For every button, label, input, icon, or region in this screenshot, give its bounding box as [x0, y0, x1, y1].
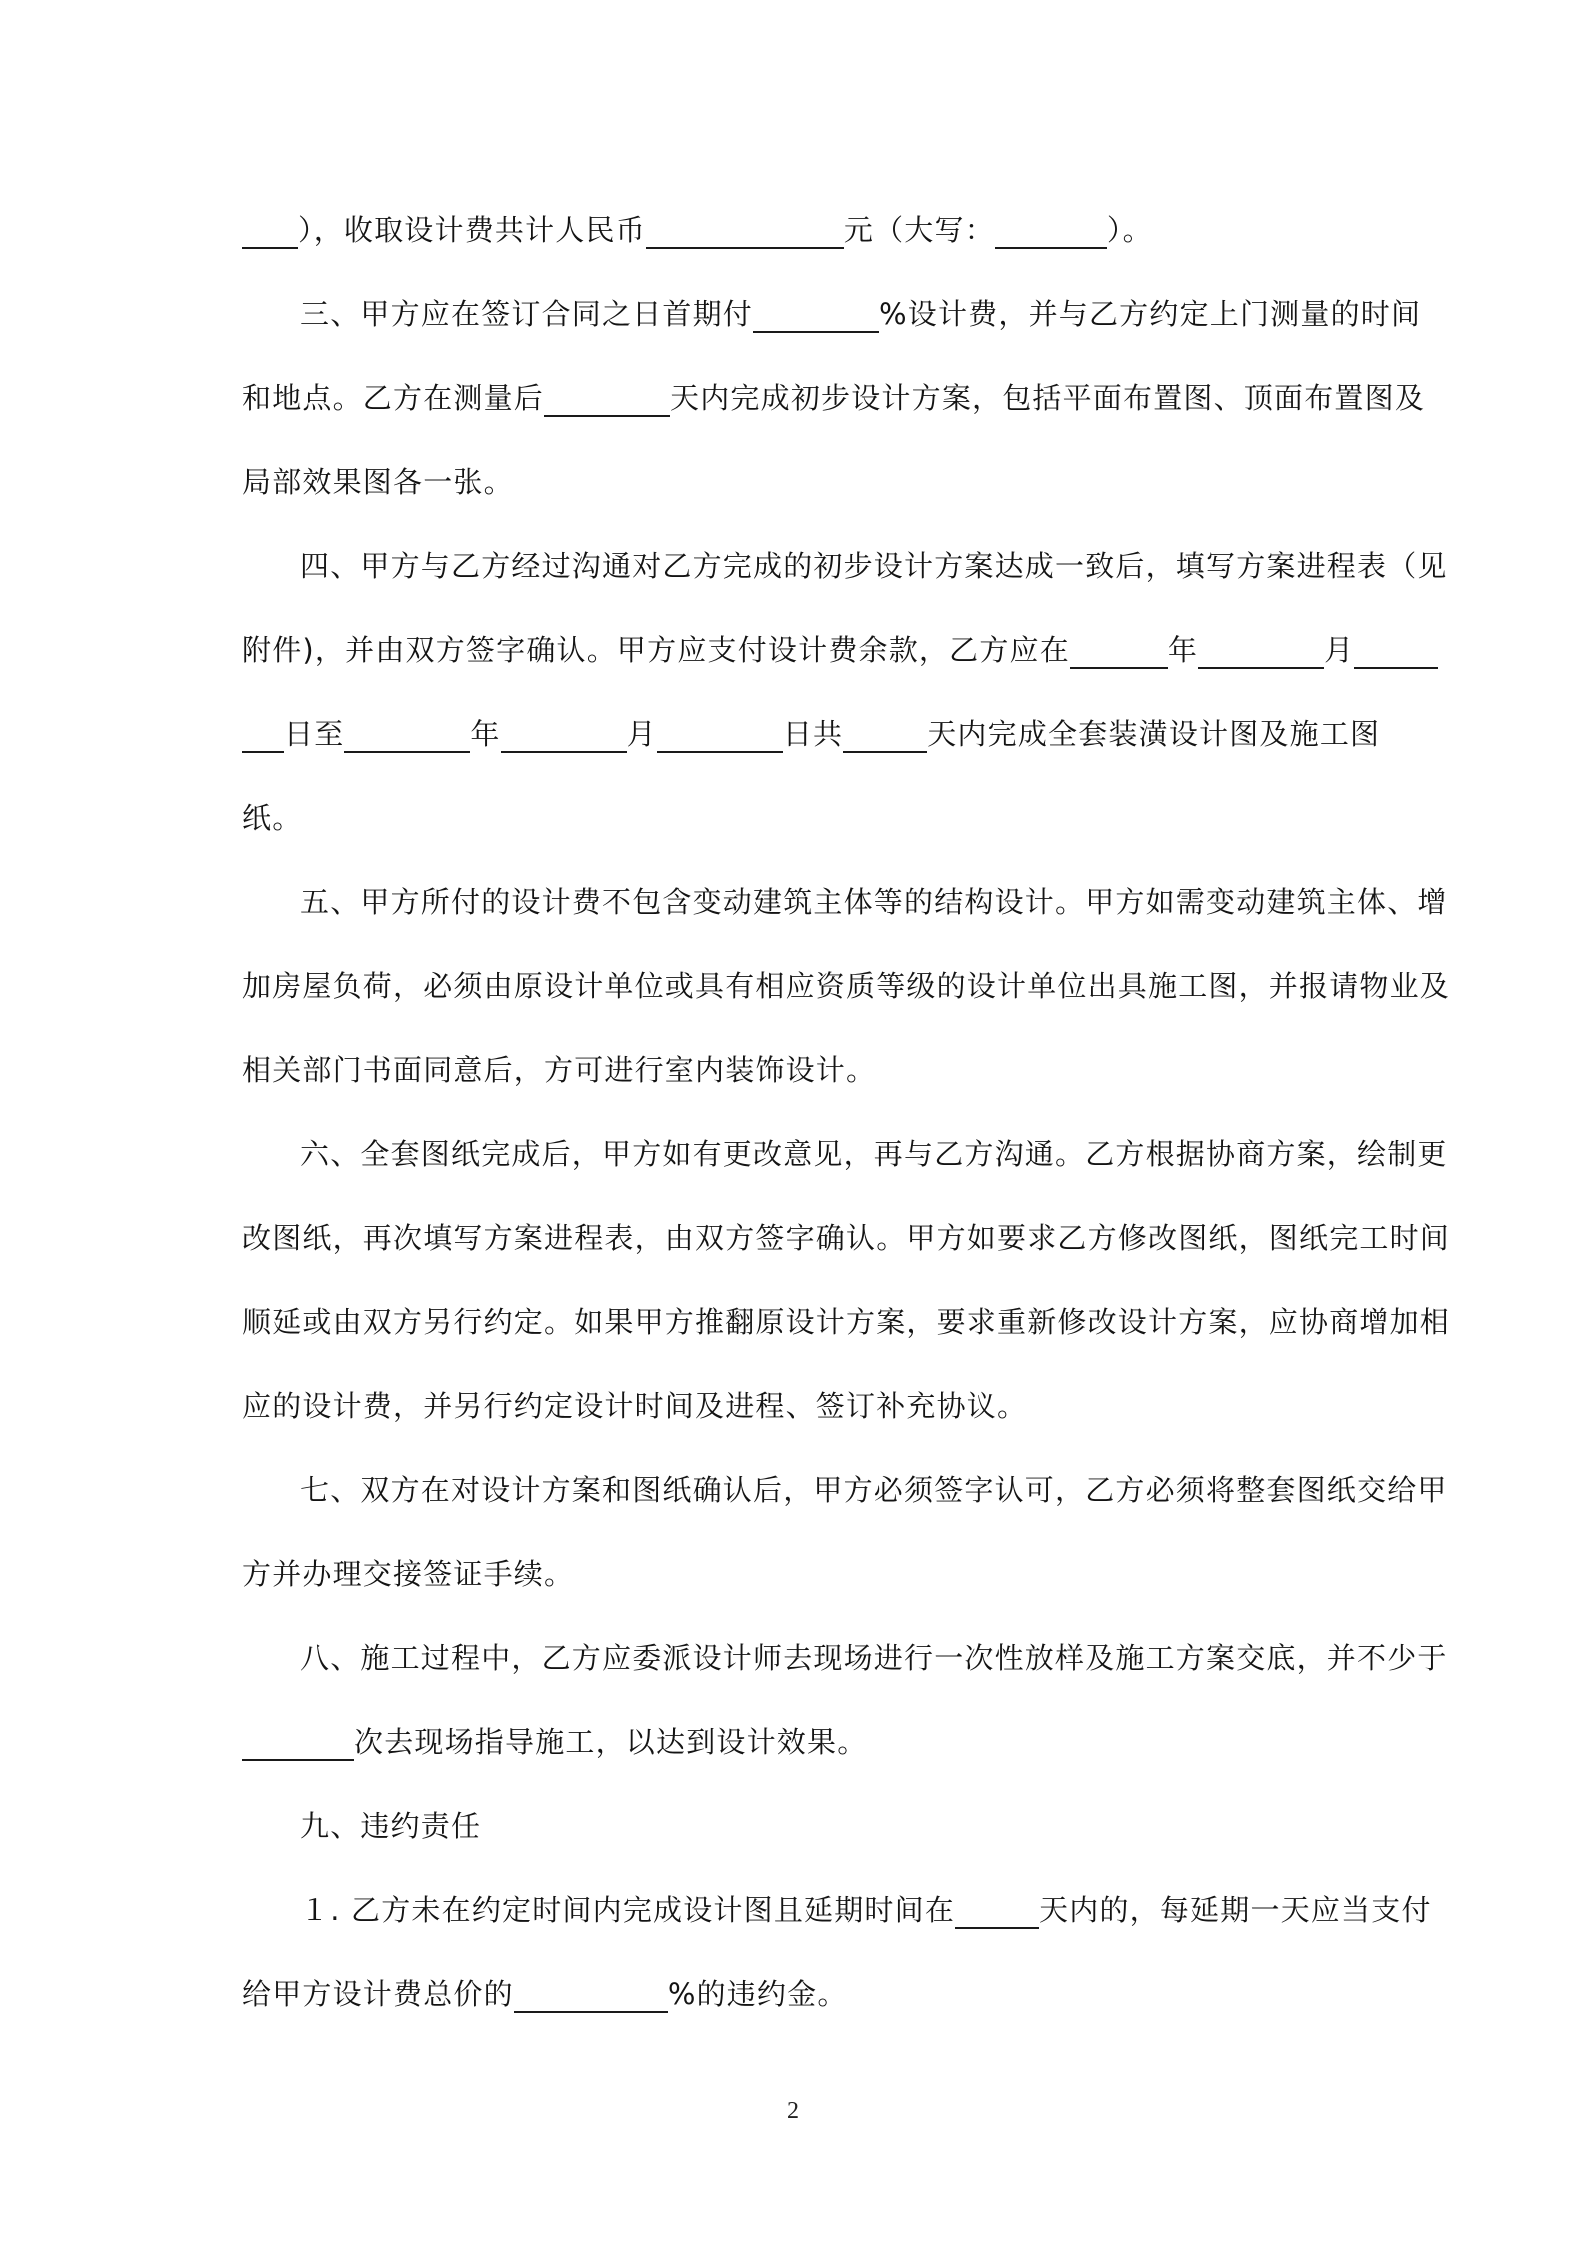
text-segment: 年	[470, 717, 501, 751]
text-segment: 日至	[284, 717, 345, 751]
text-segment: 四、甲方与乙方经过沟通对乙方完成的初步设计方案达成一致后，填写方案进程表（见	[300, 549, 1448, 583]
fill-in-blank[interactable]	[657, 703, 783, 753]
text-line	[300, 1465, 1448, 1515]
text-line	[242, 373, 1426, 423]
text-segment: 应的设计费，并另行约定设计时间及进程、签订补充协议。	[242, 1389, 1028, 1423]
text-segment: 给甲方设计费总价的	[242, 1977, 514, 2011]
text-segment: 六、全套图纸完成后，甲方如有更改意见，再与乙方沟通。乙方根据协商方案，绘制更	[300, 1137, 1448, 1171]
text-segment: 局部效果图各一张。	[242, 465, 514, 499]
text-segment: %设计费，并与乙方约定上门测量的时间	[879, 297, 1422, 331]
text-line	[242, 793, 1362, 843]
text-line	[242, 1969, 1362, 2019]
text-line	[300, 1885, 1432, 1935]
fill-in-blank[interactable]	[242, 1711, 354, 1761]
text-segment: 次去现场指导施工，以达到设计效果。	[354, 1725, 868, 1759]
text-segment: 九、违约责任	[300, 1809, 482, 1843]
fill-in-blank[interactable]	[242, 199, 298, 249]
text-line	[242, 1045, 1362, 1095]
text-line	[300, 289, 1422, 339]
text-segment: 顺延或由双方另行约定。如果甲方推翻原设计方案，要求重新修改设计方案，应协商增加相	[242, 1305, 1451, 1339]
fill-in-blank[interactable]	[501, 703, 627, 753]
text-segment: ），收取设计费共计人民币	[298, 213, 646, 247]
text-segment: 元（大写：	[843, 213, 995, 247]
text-line	[242, 1549, 1362, 1599]
text-segment: 月	[1324, 633, 1355, 667]
text-line	[300, 1129, 1448, 1179]
page-number: 2	[787, 2098, 799, 2124]
text-segment: %的违约金。	[667, 1977, 848, 2011]
text-line	[242, 1381, 1362, 1431]
fill-in-blank[interactable]	[1198, 619, 1324, 669]
text-line	[242, 625, 1362, 675]
text-segment: 天内的，每延期一天应当支付	[1039, 1893, 1432, 1927]
text-segment: 相关部门书面同意后，方可进行室内装饰设计。	[242, 1053, 877, 1087]
text-line	[242, 961, 1451, 1011]
text-segment: 加房屋负荷，必须由原设计单位或具有相应资质等级的设计单位出具施工图，并报请物业及	[242, 969, 1451, 1003]
text-segment: 三、甲方应在签订合同之日首期付	[300, 297, 754, 331]
text-line	[242, 1213, 1451, 1263]
text-line	[242, 1297, 1451, 1347]
text-line	[242, 709, 1381, 759]
text-line	[300, 877, 1448, 927]
text-segment: 和地点。乙方在测量后	[242, 381, 545, 415]
fill-in-blank[interactable]	[344, 703, 470, 753]
fill-in-blank[interactable]	[955, 1879, 1039, 1929]
text-line	[242, 457, 1362, 507]
text-line	[300, 1801, 1362, 1851]
text-segment: 天内完成初步设计方案，包括平面布置图、顶面布置图及	[670, 381, 1426, 415]
text-segment: 日共	[782, 717, 844, 751]
text-segment: 八、施工过程中，乙方应委派设计师去现场进行一次性放样及施工方案交底，并不少于	[300, 1641, 1448, 1675]
fill-in-blank[interactable]	[646, 199, 844, 249]
fill-in-blank[interactable]	[753, 283, 879, 333]
text-segment: 月	[626, 717, 657, 751]
fill-in-blank[interactable]	[1354, 619, 1438, 669]
text-segment: 天内完成全套装潢设计图及施工图	[927, 717, 1381, 751]
fill-in-blank[interactable]	[995, 199, 1107, 249]
fill-in-blank[interactable]	[544, 367, 670, 417]
text-line	[300, 1633, 1448, 1683]
text-segment: 七、双方在对设计方案和图纸确认后，甲方必须签字认可，乙方必须将整套图纸交给甲	[300, 1473, 1448, 1507]
text-line	[242, 205, 1362, 255]
text-segment: 五、甲方所付的设计费不包含变动建筑主体等的结构设计。甲方如需变动建筑主体、增	[300, 885, 1448, 919]
text-segment: 方并办理交接签证手续。	[242, 1557, 575, 1591]
text-line	[300, 541, 1448, 591]
text-segment: 附件)，并由双方签字确认。甲方应支付设计费余款，乙方应在	[242, 633, 1070, 667]
text-segment: ）。	[1106, 213, 1153, 247]
text-segment: 年	[1167, 633, 1199, 667]
fill-in-blank[interactable]	[843, 703, 927, 753]
fill-in-blank[interactable]	[242, 703, 284, 753]
fill-in-blank[interactable]	[514, 1963, 668, 2013]
text-line	[242, 1717, 1362, 1767]
text-segment: 纸。	[242, 801, 303, 835]
text-segment: 改图纸，再次填写方案进程表，由双方签字确认。甲方如要求乙方修改图纸，图纸完工时间	[242, 1221, 1451, 1255]
fill-in-blank[interactable]	[1070, 619, 1168, 669]
text-segment: １. 乙方未在约定时间内完成设计图且延期时间在	[300, 1893, 956, 1927]
